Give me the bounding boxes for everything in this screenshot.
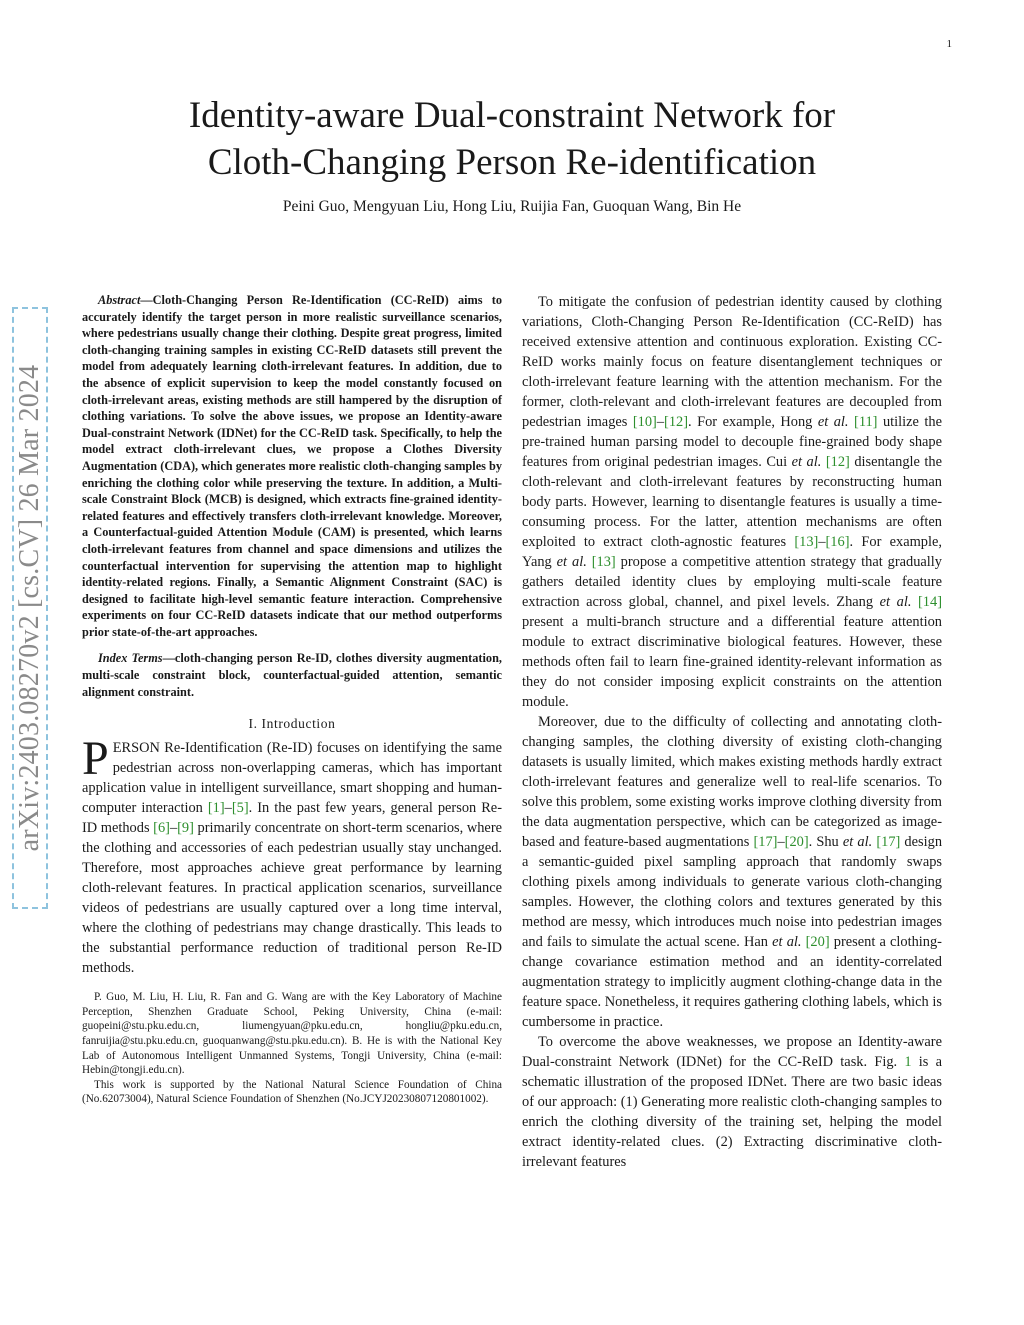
text-run: – [777, 834, 785, 850]
paper-title [60, 92, 964, 186]
citation-link[interactable]: [11] [854, 414, 878, 430]
citation-link[interactable]: [13] [591, 554, 616, 570]
intro-paragraph-4 [522, 1032, 942, 1172]
intro-paragraph-1 [82, 732, 502, 978]
section-heading-introduction: I. Introduction [248, 716, 336, 732]
citation-link[interactable]: [20] [784, 834, 809, 850]
et-al: et al. [842, 834, 873, 850]
index-terms [82, 650, 502, 700]
footnotes [82, 990, 502, 1107]
text-run: . Shu [808, 834, 843, 850]
citation-link[interactable]: [20] [805, 934, 830, 950]
left-column [82, 292, 502, 1107]
arxiv-identifier: arXiv:2403.08270v2 [cs.CV] 26 Mar 2024 [14, 364, 45, 852]
index-terms-text: —cloth-changing person Re-ID, clothes diversity augmentation, multi-scale constraint block, counterfactual-guided attention, semantic alignment constraint. [82, 651, 502, 699]
citation-link[interactable]: [5] [231, 800, 249, 817]
text-run: To overcome the above weaknesses, we propose an Identity-aware Dual-constraint Network (IDNet) for the CC-ReID task. Fig. [522, 1034, 942, 1070]
text-run: – [656, 414, 665, 430]
abstract-label: Abstract [98, 293, 141, 307]
text-run: primarily concentrate on short-term scenarios, where the clothing and accessories of each pedestrian usually stay unchanged. Therefore, most approaches achieve great performance by learning cloth-relevant features. In practical application scenarios, surveillance videos of pedestrians are usually captured over a long time interval, where the clothing of pedestrians may change drastically. This leads to the substantial performance reduction of traditional person Re-ID methods. [82, 820, 502, 977]
index-terms-label: Index Terms [98, 651, 163, 666]
citation-link[interactable]: [1] [207, 800, 225, 817]
arxiv-stamp[interactable] [12, 307, 48, 909]
title-line-1: Identity-aware Dual-constraint Network for [188, 95, 836, 136]
text-run: disentangle the cloth-relevant and cloth-irrelevant features by reconstructing human body parts. However, learning to disentangle features is usually a time-consuming process. For the latter, attention mechanisms are often exploited to extract cloth-agnostic features [522, 454, 942, 550]
citation-link[interactable]: [17] [876, 834, 901, 850]
text-run: is a schematic illustration of the proposed IDNet. There are two basic ideas of our approach: (1) Generating more realistic cloth-changing samples to enrich the clothing diversity of the training set, helping the model extract identity-related clues. (2) Extracting discriminative cloth-irrelevant features [522, 1054, 942, 1170]
text-run: . In the past few years, general person Re-ID methods [82, 800, 502, 837]
footnote-affiliations: P. Guo, M. Liu, H. Liu, R. Fan and G. Wang are with the Key Laboratory of Machine Perception, Shenzhen Graduate School, Peking University, China (e-mail: guopeini@stu.pku.edu.cn, liumengyuan@pku.edu.cn, hongliu@pku.edu.cn, fanruijia@stu.pku.edu.cn, guoquanwang@stu.pku.edu.cn). B. He is with the National Key Lab of Autonomous Intelligent Unmanned Systems, Tongji University, China (e-mail: Hebin@tongji.edu.cn). [82, 991, 502, 1077]
text-run: present a multi-branch structure and a differential feature attention module to extract discriminative biological features. However, these methods often fail to learn fine-grained identity-relevant information as they do not consider imposing explicit constraints on the attention module. [522, 614, 942, 710]
text-run: . For example, Hong [688, 414, 818, 430]
right-column [522, 292, 942, 1172]
et-al: et al. [817, 414, 849, 430]
text-run: present a clothing-change covariance estimation method and an identity-correlated augmentation strategy to implicitly augment clothing-change data in the feature space. Nonetheless, it requires gathering clothing labels, which is cumbersome in practice. [522, 934, 942, 1030]
page-number: 1 [946, 38, 952, 50]
text-run: ERSON Re-Identification (Re-ID) focuses on identifying the same pedestrian across non-overlapping cameras, which has important application value in intelligent surveillance, smart shopping and human-computer interaction [82, 740, 502, 817]
text-run: – [818, 534, 826, 550]
citation-link[interactable]: [6] [153, 820, 170, 837]
citation-link[interactable]: [12] [825, 454, 850, 470]
et-al: et al. [791, 454, 822, 470]
text-run: . For example, Yang [522, 534, 942, 570]
text-run: To mitigate the confusion of pedestrian identity caused by clothing variations, Cloth-Changing Person Re-Identification (CC-ReID) has received extensive attention and continuous exploration. Existing CC-ReID works mainly focus on feature disentanglement techniques or cloth-irrelevant feature learning with the attention mechanism. For the former, cloth-relevant and cloth-irrelevant features are decoupled from pedestrian images [522, 294, 942, 430]
et-al: et al. [772, 934, 802, 950]
et-al: et al. [556, 554, 587, 570]
drop-cap: P [82, 732, 109, 786]
title-line-2: Cloth-Changing Person Re-identification [207, 142, 817, 183]
citation-link[interactable]: [9] [177, 820, 194, 837]
citation-link[interactable]: [10] [632, 414, 657, 430]
abstract-text: —Cloth-Changing Person Re-Identification (CC-ReID) aims to accurately identify the target person in more realistic surveillance scenarios, where pedestrians usually change their clothing. Despite great progress, limited cloth-changing training samples in existing CC-ReID datasets still prevent the model from adequately learning cloth-irrelevant features. In addition, due to the absence of explicit supervision to keep the model constantly focused on cloth-irrelevant areas, existing methods are still hampered by the disruption of clothing variations. To solve the above issues, we propose an Identity-aware Dual-constraint Network (IDNet) for the CC-ReID task. Specifically, to help the model extract cloth-irrelevant clues, we propose a Clothes Diversity Augmentation (CDA), which generates more realistic cloth-changing samples by enriching the clothing color while preserving the texture. In addition, a Multi-scale Constraint Block (MCB) is designed, which extracts fine-grained identity-related features and effectively transfers cloth-irrelevant knowledge. Moreover, a Counterfactual-guided Attention Module (CAM) is presented, which learns cloth-irrelevant features from channel and space dimensions and utilizes the counterfactual intervention for supervising the attention map to highlight identity-related regions. Finally, a Semantic Alignment Constraint (SAC) is designed to facilitate high-level semantic feature interaction. Comprehensive experiments on four CC-ReID datasets indicate that our method outperforms prior state-of-the-art approaches. [82, 293, 502, 639]
citation-link[interactable]: [17] [753, 834, 778, 850]
text-run: design a semantic-guided pixel sampling approach that randomly swaps clothing pixels among individuals to generate various cloth-changing samples. However, the clothing colors and textures generated by this method are messy, which introduces much noise into pedestrian images and fails to simulate the actual scene. Han [522, 834, 943, 950]
citation-link[interactable]: [12] [664, 414, 689, 430]
figure-reference-link[interactable]: 1 [904, 1054, 912, 1070]
citation-link[interactable]: [13] [794, 534, 819, 550]
text-run: – [169, 820, 178, 837]
text-run: propose a competitive attention strategy that gradually gathers detailed identity clues by employing multi-scale feature extraction across global, channel, and pixel levels. Zhang [522, 554, 942, 610]
citation-link[interactable]: [14] [918, 594, 942, 610]
footnote-funding: This work is supported by the National Natural Science Foundation of China (No.62073004), Natural Science Foundation of Shenzhen (No.JCYJ20230807120801002). [82, 1078, 502, 1106]
intro-paragraph-2 [522, 292, 942, 712]
abstract [82, 292, 502, 640]
author-list: Peini Guo, Mengyuan Liu, Hong Liu, Ruijia Fan, Guoquan Wang, Bin He [282, 198, 742, 215]
et-al: et al. [879, 594, 912, 610]
citation-link[interactable]: [16] [825, 534, 850, 550]
text-run: – [224, 800, 232, 817]
text-run: Moreover, due to the difficulty of collecting and annotating cloth-changing samples, the clothing diversity of existing cloth-changing datasets is usually limited, which makes existing methods hardly extract cloth-irrelevant features and generalize well to real-life scenarios. To solve this problem, some existing works improve clothing diversity from the data augmentation perspective, which can be categorized as image-based and feature-based augmentations [522, 714, 942, 850]
intro-paragraph-3 [522, 712, 942, 1032]
text-run: utilize the pre-trained human parsing model to decouple fine-grained body shape features from original pedestrian images. Cui [522, 414, 942, 470]
